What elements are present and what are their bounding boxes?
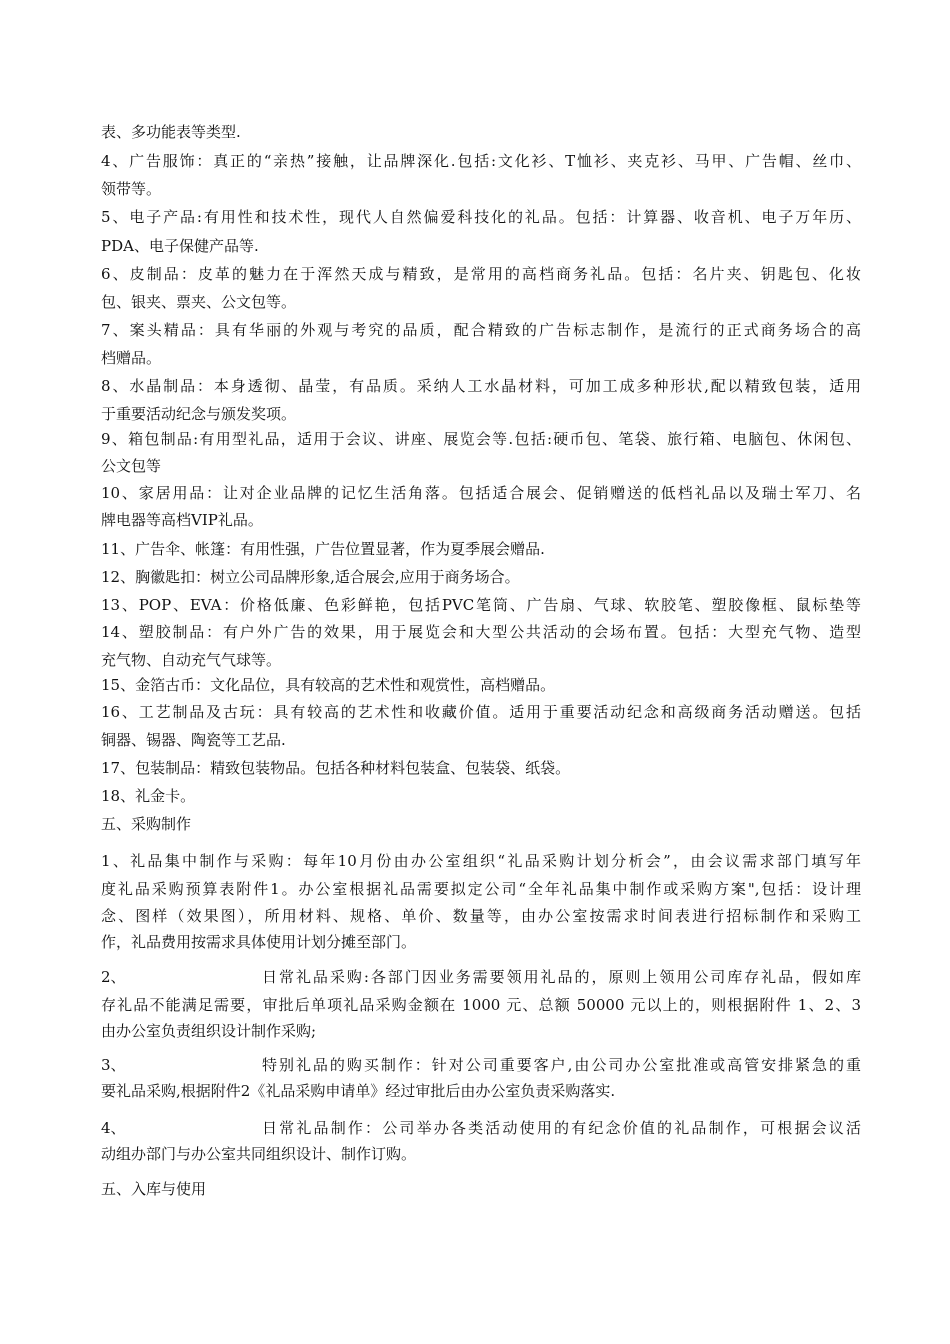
text-line: 17、包装制品：精致包装物品。包括各种材料包装盒、包装袋、纸袋。 xyxy=(101,759,571,777)
item-number: 4、 xyxy=(101,1119,126,1137)
text-line: 18、礼金卡。 xyxy=(101,787,196,805)
text-line: PDA、电子保健产品等. xyxy=(101,237,259,255)
text-line: 由办公室负责组织设计制作采购; xyxy=(101,1022,317,1040)
text-line: 度礼品采购预算表附件1。办公室根据礼品需要拟定公司“全年礼品集中制作或采购方案",包括：设计理 xyxy=(101,880,861,898)
text-line: 作，礼品费用按需求具体使用计划分摊至部门。 xyxy=(101,933,417,951)
text-line: 档赠品。 xyxy=(101,349,162,367)
section-heading: 五、采购制作 xyxy=(101,815,192,833)
text-line: 于重要活动纪念与颁发奖项。 xyxy=(101,405,297,423)
text-line: 要礼品采购,根据附件2《礼品采购申请单》经过审批后由办公室负责采购落实. xyxy=(101,1082,616,1100)
section-heading: 五、入库与使用 xyxy=(101,1180,207,1198)
text-line: 包、银夹、票夹、公文包等。 xyxy=(101,293,297,311)
text-line: 领带等。 xyxy=(101,180,162,198)
text-line: 16、工艺制品及古玩：具有较高的艺术性和收藏价值。适用于重要活动纪念和高级商务活动赠送。包括 xyxy=(101,703,861,721)
text-line: 公文包等 xyxy=(101,457,162,475)
text-line: 4、广告服饰：真正的“亲热”接触，让品牌深化.包括:文化衫、T恤衫、夹克衫、马甲、广告帽、丝巾、 xyxy=(101,152,861,170)
text-line: 14、塑胶制品：有户外广告的效果，用于展览会和大型公共活动的会场布置。包括：大型充气物、造型 xyxy=(101,623,861,641)
item-number: 3、 xyxy=(101,1056,126,1074)
text-line: 动组办部门与办公室共同组织设计、制作订购。 xyxy=(101,1145,417,1163)
item-first-line: 日常礼品制作：公司举办各类活动使用的有纪念价值的礼品制作，可根据会议活 xyxy=(262,1119,861,1137)
text-line: 表、多功能表等类型. xyxy=(101,123,241,141)
item-first-line: 特别礼品的购买制作：针对公司重要客户,由公司办公室批准或高管安排紧急的重 xyxy=(262,1056,861,1074)
text-line: 铜器、锡器、陶瓷等工艺品. xyxy=(101,731,286,749)
text-line: 1、礼品集中制作与采购：每年10月份由办公室组织“礼品采购计划分析会”，由会议需求部门填写年 xyxy=(101,852,861,870)
text-line: 8、水晶制品：本身透彻、晶莹，有品质。采纳人工水晶材料，可加工成多种形状,配以精致包装，适用 xyxy=(101,377,861,395)
text-line: 12、胸徽匙扣：树立公司品牌形象,适合展会,应用于商务场合。 xyxy=(101,568,520,586)
item-number: 2、 xyxy=(101,968,126,986)
text-line: 存礼品不能满足需要，审批后单项礼品采购金额在 1000 元、总额 50000 元以上的，则根据附件 1、2、3 xyxy=(101,996,861,1014)
text-line: 7、案头精品：具有华丽的外观与考究的品质，配合精致的广告标志制作，是流行的正式商务场合的高 xyxy=(101,321,861,339)
text-line: 11、广告伞、帐篷：有用性强，广告位置显著，作为夏季展会赠品. xyxy=(101,540,545,558)
text-line: 充气物、自动充气气球等。 xyxy=(101,651,282,669)
text-line: 9、箱包制品:有用型礼品，适用于会议、讲座、展览会等.包括:硬币包、笔袋、旅行箱、电脑包、休闲包、 xyxy=(101,430,861,448)
text-line: 13、POP、EVA：价格低廉、色彩鲜艳，包括PVC笔筒、广告扇、气球、软胶笔、塑胶像框、鼠标垫等 xyxy=(101,596,861,614)
text-line: 10、家居用品：让对企业品牌的记忆生活角落。包括适合展会、促销赠送的低档礼品以及瑞士军刀、名 xyxy=(101,484,861,502)
item-first-line: 日常礼品采购:各部门因业务需要领用礼品的，原则上领用公司库存礼品，假如库 xyxy=(262,968,861,986)
text-line: 念、图样（效果图），所用材料、规格、单价、数量等，由办公室按需求时间表进行招标制作和采购工 xyxy=(101,907,861,925)
text-line: 牌电器等高档VIP礼品。 xyxy=(101,511,263,529)
text-line: 5、电子产品:有用性和技术性，现代人自然偏爱科技化的礼品。包括：计算器、收音机、电子万年历、 xyxy=(101,208,861,226)
text-line: 15、金箔古币：文化品位，具有较高的艺术性和观赏性，高档赠品。 xyxy=(101,676,556,694)
text-line: 6、皮制品：皮革的魅力在于浑然天成与精致，是常用的高档商务礼品。包括：名片夹、钥匙包、化妆 xyxy=(101,265,861,283)
